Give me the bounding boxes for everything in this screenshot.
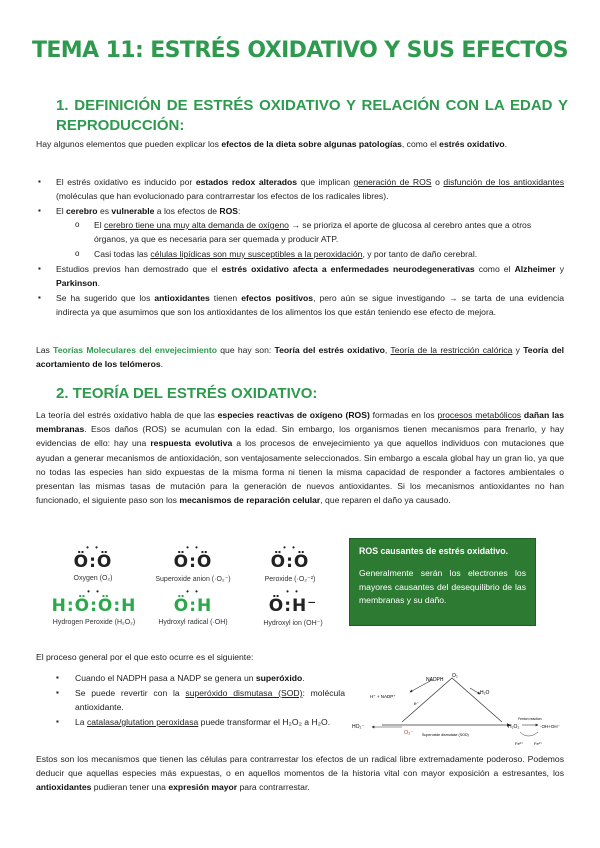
electron-label: e⁻: [414, 701, 419, 706]
ros-reaction-diagram: [352, 672, 564, 760]
molecule-hydroxyl-ion: • • Ö:H⁻ Hydroxyl ion (OH⁻): [263, 587, 323, 627]
process-step-superoxide: Cuando el NADPH pasa a NADP se genera un superóxido.: [75, 673, 305, 683]
molecule-oxygen: • • Ö:Ö Oxygen (O₂): [73, 543, 113, 582]
bullet-icon: ▪: [38, 293, 41, 302]
o2-label: O₂: [452, 673, 458, 679]
hydroxyl-products-label: ·OH+OH⁻: [540, 724, 561, 729]
molecular-theories-paragraph: Las Teorías Moleculares del envejecimiento que hay son: Teoría del estrés oxidativo, Teoría de la restricción calórica y Teoría del acortamiento de los telómeros.: [36, 345, 565, 370]
ros-info-box: [349, 538, 536, 626]
section2-paragraph: La teoría del estrés oxidativo habla de que las especies reactivas de oxígeno (ROS) formadas en los procesos metabólicos dañan las membranas. Esos daños (ROS) se acumulan con la edad. Sin embargo, los organismos tienen mecanismos para frenarlo, y hay evidencias de ello: hay una respuesta evolutiva a los procesos de envejecimiento ya que aquellos individuos con mutaciones que ayudan a generar mecanismos de antioxidación, son ventajosamente seleccionados. Sin embargo a escala global hay un gran lio, ya que no todas las especies han sido expuestas de la misma forma ni tienen la misma capacidad de responder a factores ambientales o presentan las mismas tasas de mutación para la generación de nuevos antioxidantes. Si los mecanismos antioxidantes no han funcionado, el siguiente paso son los mecanismos de reparación celular, que reparen el daño ya causado.: [36, 410, 565, 506]
h2o-arrow: [470, 688, 480, 694]
bullet-icon: ▪: [38, 264, 41, 273]
nadph-label: NADPH: [426, 677, 444, 683]
fe3-label: Fe³⁺: [534, 741, 543, 746]
bullet-antioxidants: Se ha sugerido que los antioxidantes tienen efectos positivos, pero aún se sigue investigando → se tarta de una evidencia indirecta ya que asumimos que son los antioxidantes de los alimentos los que están teniendo ese efecto de mejora.: [56, 293, 564, 318]
final-paragraph: Estos son los mecanismos que tienen las células para contrarrestar los efectos de un radical libre extremadamente poderoso. Podemos deducir que aquellas especies más expuestas, o en aquellos momentos de la historia vital con mayor exposición a estresantes, los antioxidantes pudieran tener una expresión mayor para contrarrestar.: [36, 754, 564, 793]
sub-bullet-icon: o: [75, 249, 80, 258]
nadp-label: H⁺ + NADP⁺: [370, 694, 396, 699]
sub-bullet-peroxidation: Casi todas las células lipídicas son muy susceptibles a la peroxidación, y por tanto de daño cerebral.: [94, 249, 478, 259]
molecule-peroxide: • • Ö:Ö Peroxide (·O₂⁻²): [264, 543, 316, 583]
process-step-sod: Se puede revertir con la superóxido dismutasa (SOD): molécula antioxidante.: [75, 688, 345, 713]
superoxide-label: O₂⁻: [404, 730, 414, 736]
process-step-catalase: La catalasa/glutation peroxidasa puede transformar el H₂O₂ a H₂O.: [75, 717, 331, 727]
ho2-label: HO₂⁻: [352, 724, 365, 730]
fenton-label: Fenton reaction: [518, 717, 542, 721]
bullet-icon: ▪: [56, 673, 59, 682]
ros-box-body: Generalmente serán los electrones los mayores causantes del desequilibrio de las membranas y su daño.: [359, 567, 526, 606]
h2o2-label: H₂O₂: [508, 724, 520, 730]
bullet-brain: El cerebro es vulnerable a los efectos de ROS:: [56, 206, 241, 216]
molecule-superoxide: • • Ö:Ö Superoxide anion (·O₂⁻): [155, 543, 231, 583]
sub-bullet-oxygen-demand: El cerebro tiene una muy alta demanda de oxígeno → se prioriza el aporte de glucosa al cerebro antes que a otros órganos, ya que es necesaria para ser quemada y producir ATP.: [94, 220, 532, 245]
h2o-label: H₂O: [480, 690, 490, 696]
bullet-neurodegenerative: Estudios previos han demostrado que el estrés oxidativo afecta a enfermedades neurodegenerativas como el Alzheimer y Parkinson.: [56, 264, 564, 289]
bullet-icon: ▪: [38, 177, 41, 186]
bullet-icon: ▪: [38, 206, 41, 215]
section1-intro: Hay algunos elementos que pueden explicar los efectos de la dieta sobre algunas patologías, como el estrés oxidativo.: [36, 139, 507, 149]
sub-bullet-icon: o: [75, 220, 80, 229]
molecule-hydroxyl-radical: • • Ö:H Hydroxyl radical (·OH): [158, 587, 228, 626]
reaction-arc: [402, 678, 502, 722]
molecule-hydrogen-peroxide: • • H:Ö:Ö:H Hydrogen Peroxide (H₂O₂): [51, 587, 137, 626]
process-intro: El proceso general por el que esto ocurre es el siguiente:: [36, 652, 254, 662]
bullet-icon: ▪: [56, 717, 59, 726]
fe2-label: Fe²⁺: [515, 741, 524, 746]
ros-box-title: ROS causantes de estrés oxidativo.: [359, 546, 509, 556]
section1-heading: 1. DEFINICIÓN DE ESTRÉS OXIDATIVO Y RELACIÓN CON LA EDAD Y REPRODUCCIÓN:: [56, 97, 568, 134]
section2-heading: 2. TEORÍA DEL ESTRÉS OXIDATIVO:: [56, 385, 318, 402]
page-title: TEMA 11: ESTRÉS OXIDATIVO Y SUS EFECTOS: [31, 38, 569, 63]
bullet-stress-induction: El estrés oxidativo es inducido por estados redox alterados que implican generación de ROS o disfunción de los antioxidantes (moléculas que han evolucionado para contrarrestar los efectos de los radicales libres).: [56, 177, 565, 202]
fenton-iron-arc: [520, 732, 538, 736]
sod-label: Superoxide dismutase (SOD): [422, 733, 469, 737]
bullet-icon: ▪: [56, 688, 59, 697]
